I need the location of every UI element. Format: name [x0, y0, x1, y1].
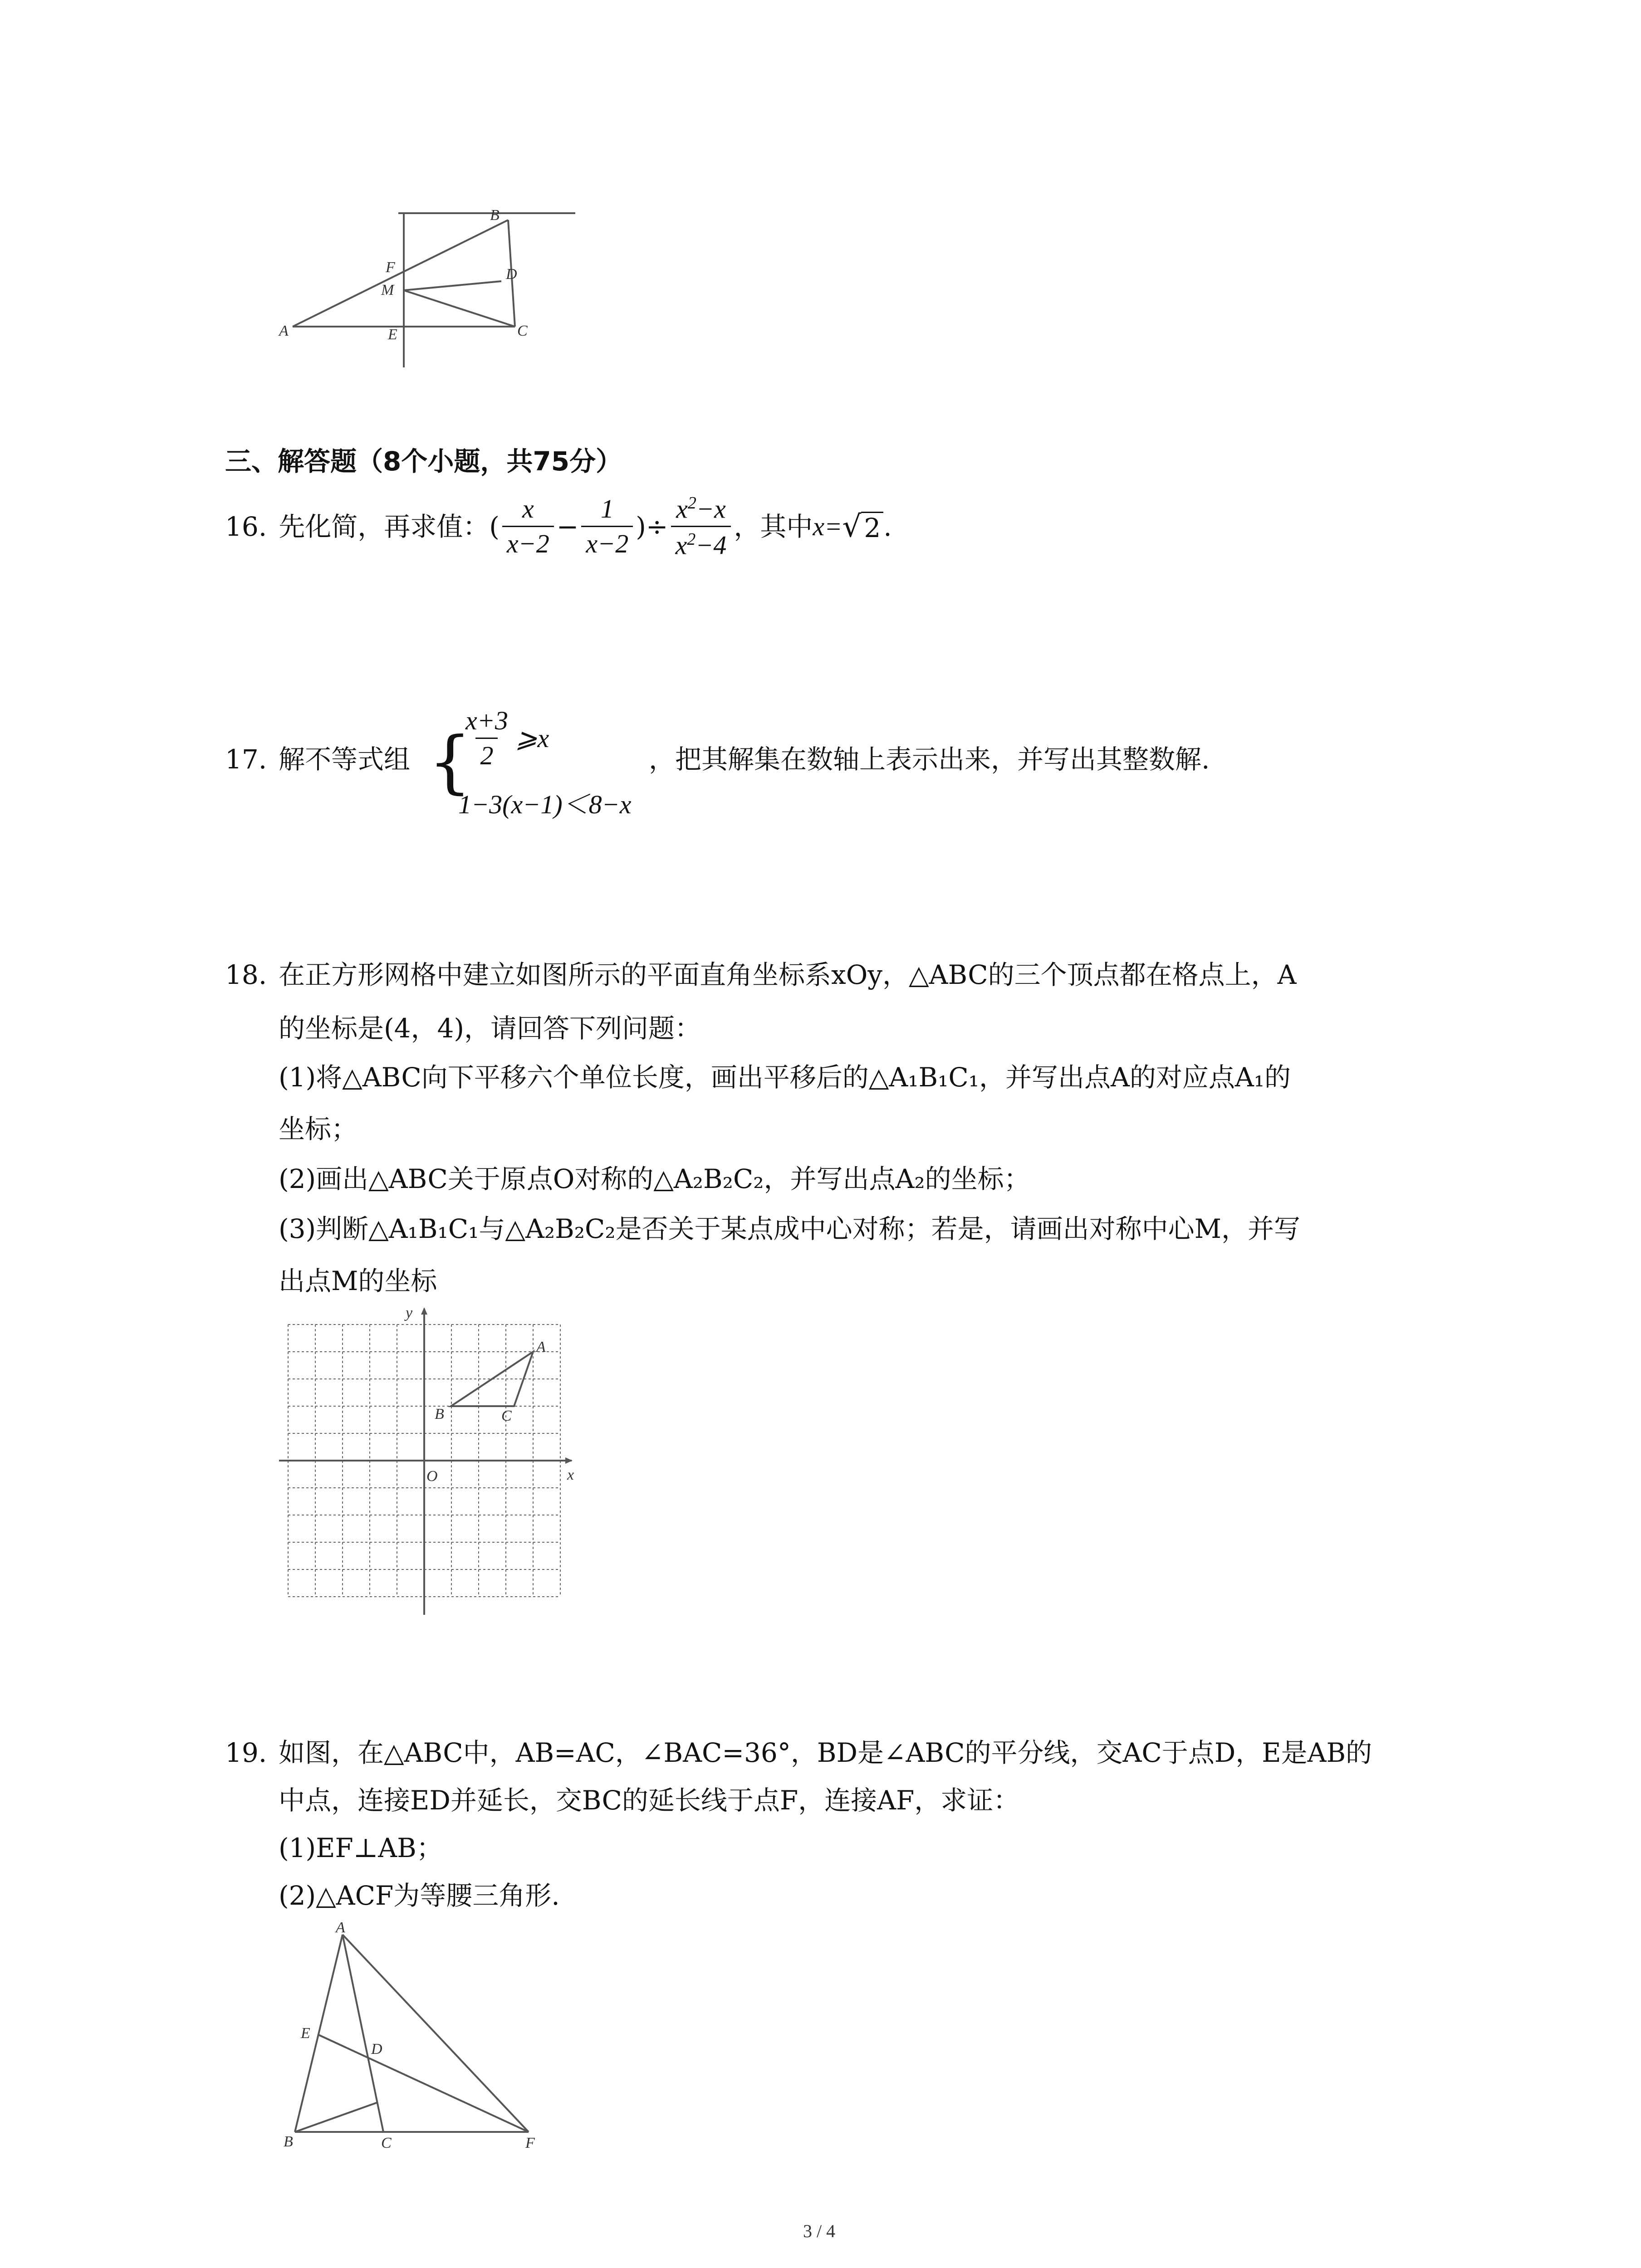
q16-fraction-3 [671, 494, 731, 559]
q16-minus: − [556, 511, 579, 542]
question-17-number: 17. [225, 744, 267, 775]
q17-row-1 [458, 708, 549, 769]
q17-row1-num: x+3 [465, 706, 508, 735]
q16-number: 16. [225, 511, 267, 542]
sqrt-sign-icon: √ [842, 508, 862, 544]
label-f: F [386, 259, 395, 276]
q19-label-b: B [284, 2133, 293, 2150]
grid-label-x: x [567, 1466, 574, 1483]
q17-row1-fraction [461, 708, 513, 769]
coordinate-grid-figure [272, 1302, 590, 1619]
q18-line-4: 坐标； [279, 1114, 358, 1144]
q19-label-c: C [381, 2135, 392, 2151]
figure-q19 [272, 1919, 590, 2155]
q19-line-3: (1)EF⊥AB； [279, 1833, 443, 1863]
q16-f2-num: 1 [600, 494, 614, 524]
q18-line-7: 出点M的坐标 [279, 1266, 437, 1296]
q19-label-d: D [371, 2041, 382, 2058]
q16-tail: ，其中 [734, 511, 813, 542]
q17-row1-den: 2 [475, 738, 498, 769]
label-d: D [506, 266, 517, 283]
grid-label-b: B [435, 1406, 444, 1422]
grid-label-y: y [406, 1305, 413, 1321]
section-heading: 三、解答题（8个小题，共75分） [225, 446, 622, 477]
label-a: A [279, 323, 289, 339]
q18-line-3: (1)将△ABC向下平移六个单位长度，画出平移后的△A₁B₁C₁，并写出点A的对应点A₁的 [279, 1062, 1291, 1093]
q18-line-6: (3)判断△A₁B₁C₁与△A₂B₂C₂是否关于某点成中心对称；若是，请画出对称中心M，并写 [279, 1213, 1301, 1244]
question-16 [225, 494, 892, 559]
q16-close-div: )÷ [636, 511, 668, 542]
q17-row-2: 1−3(x−1)＜8−x [458, 790, 632, 819]
page-number: 3 / 4 [803, 2221, 836, 2241]
x-axis-arrow-icon [565, 1457, 573, 1464]
q19-line-1: 如图，在△ABC中，AB=AC，∠BAC=36°，BD是∠ABC的平分线，交AC于点D，E是AB的 [279, 1737, 1372, 1768]
q19-label-e: E [301, 2025, 310, 2042]
q16-f1-num: x [522, 494, 534, 524]
label-e: E [388, 326, 397, 343]
q16-f3-den: $x^2-4$ [671, 526, 731, 558]
question-17-lead: 解不等式组 [279, 744, 411, 775]
grid-label-c: C [501, 1408, 512, 1424]
q16-f1-den: x−2 [502, 526, 554, 557]
q18-line-1: 在正方形网格中建立如图所示的平面直角坐标系xOy，△ABC的三个顶点都在格点上，A [279, 959, 1297, 990]
q16-lead: 先化简，再求值：( [279, 511, 500, 542]
q19-label-a: A [336, 1919, 345, 1936]
label-c: C [517, 323, 528, 339]
q16-f2-den: x−2 [581, 526, 633, 557]
left-brace-icon: { [428, 723, 472, 802]
question-19-number: 19. [225, 1737, 267, 1768]
y-axis-arrow-icon [421, 1307, 427, 1315]
q16-fraction-2 [581, 496, 633, 557]
q18-line-2: 的坐标是(4，4)，请回答下列问题： [279, 1013, 701, 1044]
grid-label-a: A [536, 1339, 546, 1355]
q16-end: . [883, 511, 892, 542]
q19-line-4: (2)△ACF为等腰三角形. [279, 1880, 560, 1911]
q16-x-eq: x= [813, 511, 843, 541]
q19-label-f: F [525, 2135, 535, 2151]
q16-fraction-1 [502, 496, 554, 557]
grid-label-o: O [426, 1468, 438, 1485]
q19-line-2: 中点，连接ED并延长，交BC的延长线于点F，连接AF，求证： [279, 1785, 1020, 1816]
question-17-tail: ，把其解集在数轴上表示出来，并写出其整数解. [649, 744, 1210, 775]
q17-row1-rel: ⩾x [515, 723, 549, 753]
q16-sqrt-value: 2 [861, 512, 883, 541]
label-m: M [381, 282, 394, 298]
q16-f3-num: $x^2-x$ [676, 494, 726, 524]
q18-line-5: (2)画出△ABC关于原点O对称的△A₂B₂C₂，并写出点A₂的坐标； [279, 1163, 1030, 1194]
question-18-number: 18. [225, 959, 267, 990]
figure-q15 [272, 200, 590, 372]
label-b: B [490, 207, 500, 224]
